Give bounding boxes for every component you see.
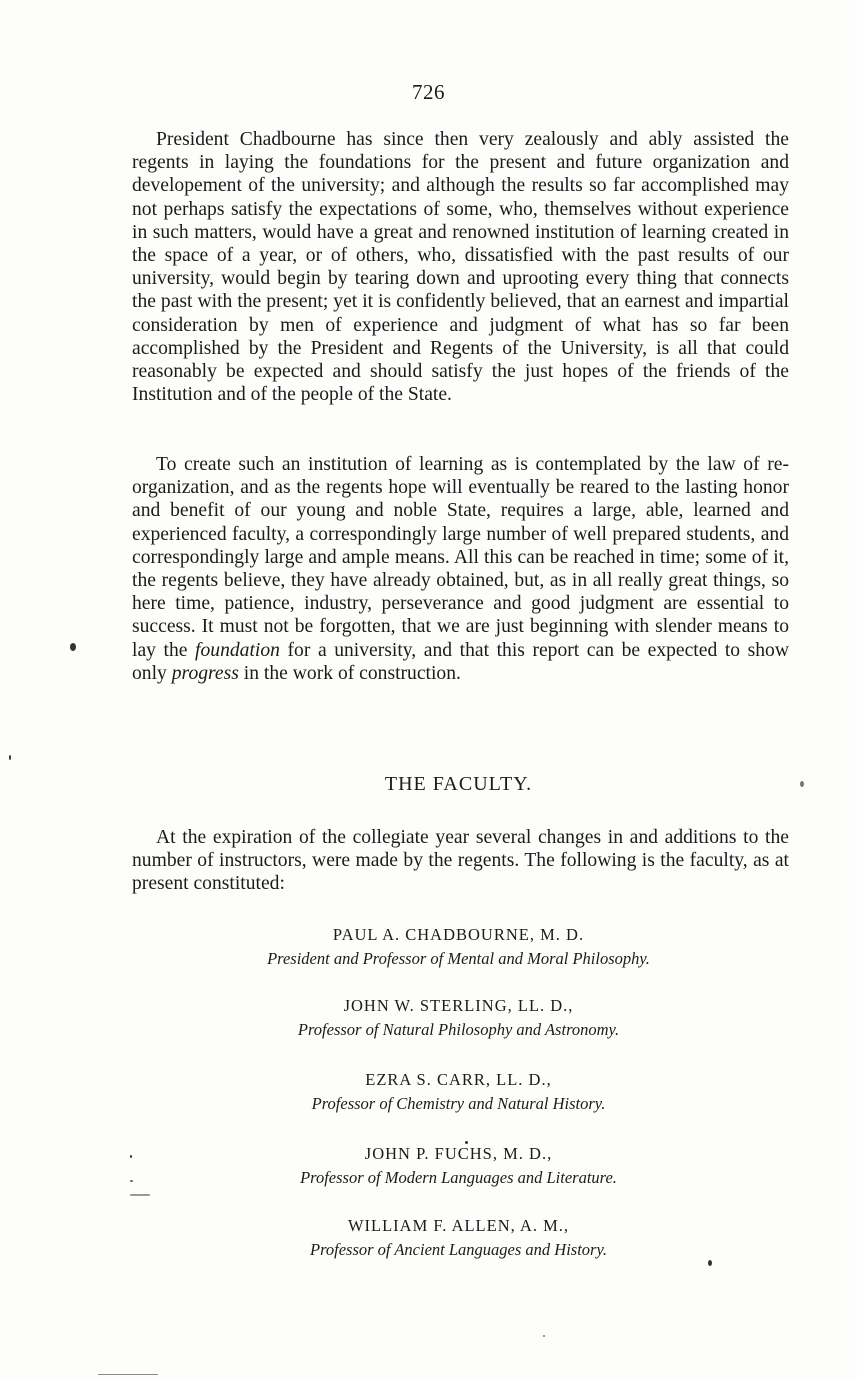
italic-progress: progress — [171, 662, 239, 684]
ink-speck — [708, 1260, 712, 1266]
section-heading-faculty: THE FACULTY. — [384, 773, 533, 795]
ink-speck — [800, 781, 804, 787]
ink-speck — [130, 1194, 150, 1196]
faculty-member — [0, 1214, 857, 1262]
faculty-member-title: President and Professor of Mental and Moral Philosophy. — [267, 949, 650, 968]
paragraph-2-part-b: for a university, and that this report can be expected to show only — [132, 639, 789, 684]
faculty-member — [0, 994, 857, 1042]
paragraph-2-part-c: in the work of construction. — [243, 662, 461, 684]
italic-foundation: foundation — [195, 639, 280, 661]
page-number: 726 — [412, 80, 445, 104]
faculty-member-name: WILLIAM F. ALLEN, A. M., — [347, 1216, 570, 1235]
ink-speck — [465, 1141, 468, 1144]
faculty-member-name: JOHN P. FUCHS, M. D., — [364, 1144, 553, 1163]
paragraph-1 — [132, 128, 789, 406]
ink-speck — [9, 755, 11, 760]
faculty-member-name: JOHN W. STERLING, LL. D., — [343, 996, 574, 1015]
ink-speck — [70, 643, 76, 651]
faculty-member-name: EZRA S. CARR, LL. D., — [365, 1070, 552, 1089]
paragraph-2-text — [132, 453, 789, 685]
faculty-member-title: Professor of Modern Languages and Literature. — [300, 1168, 617, 1187]
faculty-member — [0, 1068, 857, 1116]
faculty-member-name: PAUL A. CHADBOURNE, M. D. — [332, 925, 585, 944]
ink-speck — [130, 1155, 132, 1158]
ink-speck — [130, 1180, 133, 1182]
faculty-intro-text: At the expiration of the collegiate year several changes in and additions to the number of instructors, were made by the regents. The following is the faculty, as at present constituted: — [132, 827, 789, 895]
faculty-member — [0, 1142, 857, 1190]
paragraph-2 — [132, 453, 789, 685]
faculty-member-title: Professor of Chemistry and Natural History. — [311, 1094, 606, 1113]
faculty-member-title: Professor of Natural Philosophy and Astronomy. — [297, 1020, 620, 1039]
paragraph-2-part-a: To create such an institution of learning as is contemplated by the law of re-organization, and as the regents hope will eventually be reared to the lasting honor and benefit of our young and noble State, requires a large, able, learned and experienced faculty, a correspondingly large number of well prepared students, and correspondingly large and ample means. All this can be reached in time; some of it, the regents believe, they have already obtained, but, as in all really great things, so here time, patience, industry, perseverance and good judgment are essential to success. It must not be forgotten, that we are just beginning with slender means to lay the — [132, 454, 789, 661]
faculty-member — [0, 923, 857, 971]
faculty-member-title: Professor of Ancient Languages and History. — [310, 1240, 607, 1259]
bottom-rule-mark — [98, 1374, 158, 1375]
faculty-intro-paragraph — [132, 826, 789, 896]
paragraph-1-text: President Chadbourne has since then very zealously and ably assisted the regents in laying the foundations for the present and future organization and developement of the university; and although the results so far accomplished may not perhaps satisfy the expectations of some, who, themselves without experience in such matters, would have a great and renowned institution of learning created in the space of a year, or of others, who, dissatisfied with the past results of our university, would begin by tearing down and uprooting every thing that connects the past with the present; yet it is confidently believed, that an earnest and impartial consideration by men of experience and judgment of what has so far been accomplished by the President and Regents of the University, is all that could reasonably be expected and should satisfy the just hopes of the friends of the Institution and of the people of the State. — [132, 129, 789, 406]
ink-speck — [543, 1335, 545, 1337]
